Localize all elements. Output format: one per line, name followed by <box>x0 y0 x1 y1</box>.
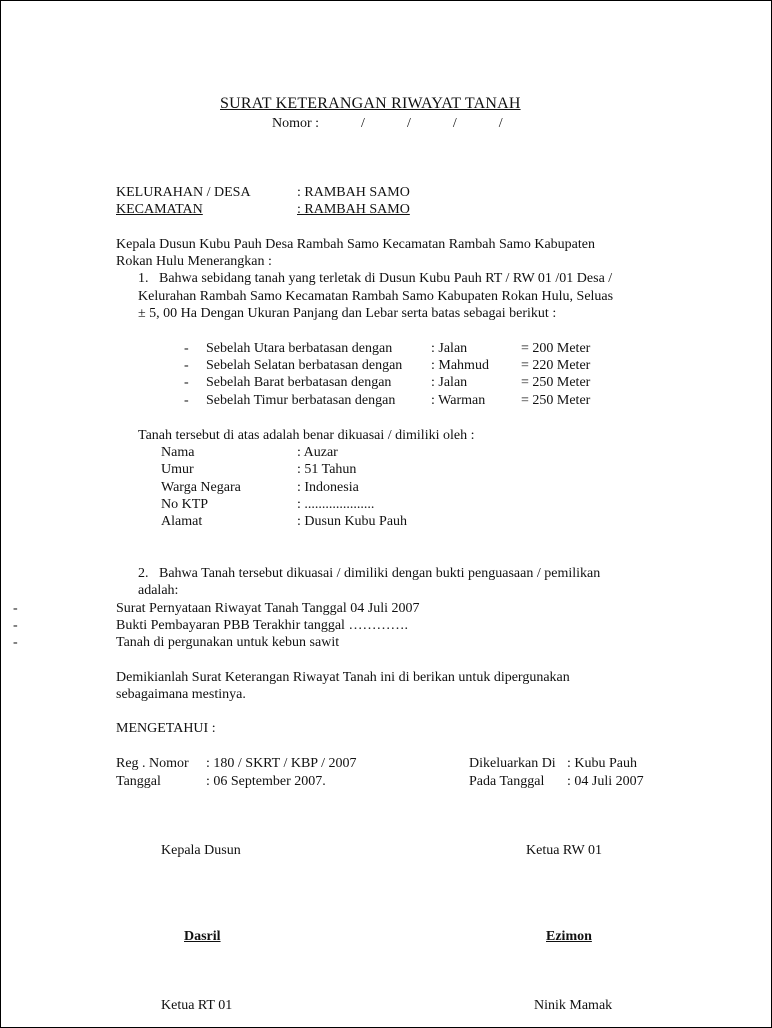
closing-line-1: Demikianlah Surat Keterangan Riwayat Tanah ini di berikan untuk dipergunakan <box>116 670 570 685</box>
point2-line-2: adalah: <box>138 583 179 598</box>
border-row-side: Sebelah Utara berbatasan dengan <box>206 341 393 356</box>
border-row-side: Sebelah Selatan berbatasan dengan <box>206 358 403 373</box>
border-row-size: = 250 Meter <box>521 375 591 390</box>
border-row-size: = 200 Meter <box>521 341 591 356</box>
owner-value: : Auzar <box>297 445 338 460</box>
owner-label: Nama <box>161 445 195 460</box>
issued-at-label: Dikeluarkan Di <box>469 756 556 771</box>
signature-role-left: Kepala Dusun <box>161 843 241 858</box>
point1-line-1: 1. Bahwa sebidang tanah yang terletak di Dusun Kubu Pauh RT / RW 01 /01 Desa / <box>138 271 613 286</box>
intro-line-2: Rokan Hulu Menerangkan : <box>116 254 272 269</box>
signature-role-right: Ketua RW 01 <box>526 843 602 858</box>
owner-value: : .................... <box>297 497 375 512</box>
border-row-name: : Warman <box>431 393 486 408</box>
reg-number-label: Reg . Nomor <box>116 756 189 771</box>
issued-at-value: : Kubu Pauh <box>567 756 637 771</box>
border-row-dash: - <box>184 341 189 356</box>
owner-value: : Dusun Kubu Pauh <box>297 514 408 529</box>
evidence-dash: - <box>13 601 18 616</box>
signature-name-left: Dasril <box>184 929 221 944</box>
point2-line-1: 2. Bahwa Tanah tersebut dikuasai / dimiliki dengan bukti penguasaan / pemilikan <box>138 566 601 581</box>
signature-name-right: Ezimon <box>546 929 592 944</box>
document-title: SURAT KETERANGAN RIWAYAT TANAH <box>220 95 521 112</box>
border-row-dash: - <box>184 358 189 373</box>
point1-line-2: Kelurahan Rambah Samo Kecamatan Rambah Samo Kabupaten Rokan Hulu, Seluas <box>138 289 614 304</box>
border-row-side: Sebelah Barat berbatasan dengan <box>206 375 392 390</box>
document-number: Nomor : / / / / <box>272 116 503 131</box>
owner-value: : Indonesia <box>297 480 359 495</box>
owner-label: Umur <box>161 462 194 477</box>
owner-label: Warga Negara <box>161 480 241 495</box>
border-row-side: Sebelah Timur berbatasan dengan <box>206 393 396 408</box>
reg-number-value: : 180 / SKRT / KBP / 2007 <box>206 756 357 771</box>
signature-role-bottom-right: Ninik Mamak <box>534 998 613 1013</box>
border-row-size: = 250 Meter <box>521 393 591 408</box>
reg-date-value: : 06 September 2007. <box>206 774 326 789</box>
border-row-name: : Mahmud <box>431 358 489 373</box>
border-row-size: = 220 Meter <box>521 358 591 373</box>
owner-label: No KTP <box>161 497 209 512</box>
border-row-name: : Jalan <box>431 375 468 390</box>
signature-role-bottom-left: Ketua RT 01 <box>161 998 233 1013</box>
evidence-item: Surat Pernyataan Riwayat Tanah Tanggal 04 Juli 2007 <box>116 601 420 616</box>
owner-value: : 51 Tahun <box>297 462 357 477</box>
owner-intro: Tanah tersebut di atas adalah benar dikuasai / dimiliki oleh : <box>138 428 475 443</box>
issued-date-value: : 04 Juli 2007 <box>567 774 644 789</box>
evidence-dash: - <box>13 635 18 650</box>
border-row-dash: - <box>184 393 189 408</box>
issued-date-label: Pada Tanggal <box>469 774 545 789</box>
mengetahui-label: MENGETAHUI : <box>116 721 216 736</box>
intro-line-1: Kepala Dusun Kubu Pauh Desa Rambah Samo Kecamatan Rambah Samo Kabupaten <box>116 237 595 252</box>
closing-line-2: sebagaimana mestinya. <box>116 687 246 702</box>
evidence-item: Bukti Pembayaran PBB Terakhir tanggal …………. <box>116 618 408 633</box>
kelurahan-value: : RAMBAH SAMO <box>297 185 410 200</box>
border-row-name: : Jalan <box>431 341 468 356</box>
border-row-dash: - <box>184 375 189 390</box>
reg-date-label: Tanggal <box>116 774 161 789</box>
point1-line-3: ± 5, 00 Ha Dengan Ukuran Panjang dan Lebar serta batas sebagai berikut : <box>138 306 557 321</box>
kelurahan-label: KELURAHAN / DESA <box>116 185 251 200</box>
owner-label: Alamat <box>161 514 203 529</box>
evidence-dash: - <box>13 618 18 633</box>
kecamatan-value: : RAMBAH SAMO <box>297 202 410 217</box>
kecamatan-label: KECAMATAN <box>116 202 203 217</box>
evidence-item: Tanah di pergunakan untuk kebun sawit <box>116 635 340 650</box>
